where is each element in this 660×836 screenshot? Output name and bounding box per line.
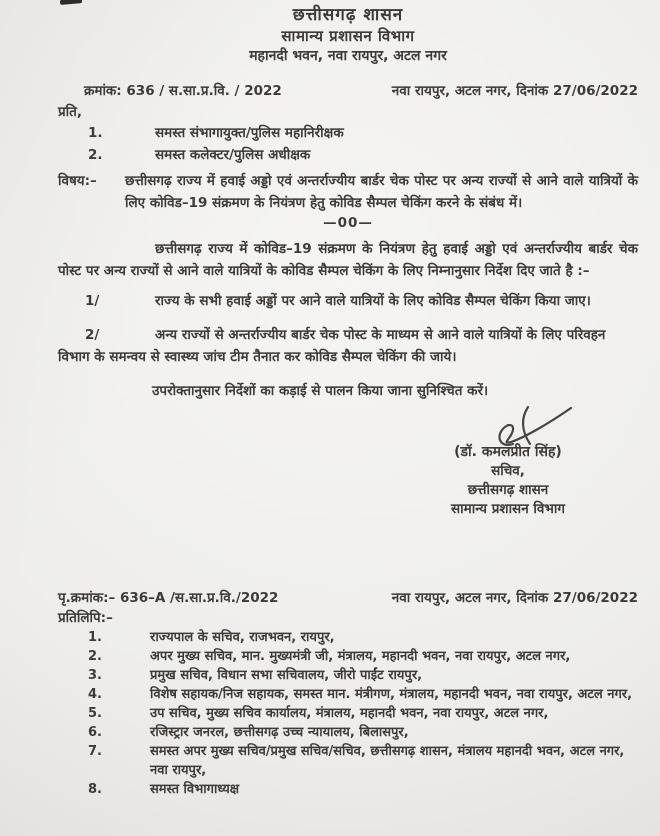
copy-item-text: विशेष सहायक/निज सहायक, समस्त मान. मंत्रीगण, मंत्रालय, महानदी भवन, नवा रायपुर, अटल नगर, [150, 687, 633, 702]
signatory-org-2: सामान्य प्रशासन विभाग [451, 501, 565, 517]
copy-item-number: 2. [88, 649, 102, 664]
copy-item-number: 5. [88, 706, 102, 721]
copy-to-list [58, 628, 638, 799]
directive-point [58, 324, 638, 368]
addressee-number: 1. [88, 125, 103, 141]
copy-item-text: समस्त अपर मुख्य सचिव/प्रमुख सचिव/सचिव, छत्तीसगढ़ शासन, मंत्रालय महानदी भवन, अटल नगर, नवा रायपुर, [150, 744, 625, 778]
copy-to-item [58, 628, 638, 647]
subject-block [58, 170, 638, 214]
copy-to-item [58, 742, 638, 780]
copy-item-number: 7. [88, 744, 102, 759]
reference-row [58, 80, 638, 102]
directive-points [58, 290, 638, 368]
copy-to-label: प्रतिलिपि:– [58, 610, 113, 626]
point-number: 2/ [85, 327, 100, 343]
subject-text: छत्तीसगढ़ राज्य में हवाई अड्डो एवं अन्तर्राज्यीय बार्डर चेक पोस्ट पर अन्य राज्यों से आने वाले यात्रियों के लिए कोविड–19 संक्रमण के नियंत्रण हेतु कोविड सैम्पल चेकिंग करने के संबंध में। [125, 173, 638, 211]
letterhead-govt-name: छत्तीसगढ़ शासन [292, 5, 404, 25]
copy-item-text: समस्त विभागाध्यक्ष [150, 782, 240, 797]
copy-to-item [58, 723, 638, 742]
copy-item-text: रजिस्ट्रार जनरल, छत्तीसगढ़ उच्च न्यायालय, बिलासपुर, [150, 725, 409, 740]
addressee-text: समस्त संभागायुक्त/पुलिस महानिरीक्षक [155, 125, 344, 141]
addressee-number: 2. [88, 147, 103, 163]
endorsement-section [58, 588, 638, 799]
endorsement-reference-row [58, 588, 638, 608]
endorsement-number: पृ.क्रमांक:– 636–A /स.सा.प्र.वि./2022 [58, 590, 279, 606]
copy-to-item [58, 704, 638, 723]
section-divider: —00— [323, 215, 373, 231]
letterhead-department: सामान्य प्रशासन विभाग [281, 27, 415, 45]
reference-number: क्रमांक: 636 / स.सा.प्र.वि. / 2022 [84, 83, 282, 99]
signature-block [388, 404, 628, 519]
copy-to-item [58, 780, 638, 799]
copy-item-text: उप सचिव, मुख्य सचिव कार्यालय, मंत्रालय, महानदी भवन, नवा रायपुर, अटल नगर, [150, 706, 549, 721]
copy-item-number: 8. [88, 782, 102, 797]
point-text: अन्य राज्यों से अन्तर्राज्यीय बार्डर चेक पोस्ट के माध्यम से आने वाले यात्रियों के लिए परिवहन विभाग के समन्वय से स्वास्थ्य जांच टीम तैनात कर कोविड सैम्पल चेकिंग की जाये। [58, 327, 606, 365]
copy-item-number: 1. [88, 630, 102, 645]
copy-item-text: अपर मुख्य सचिव, मान. मुख्यमंत्री जी, मंत्रालय, महानदी भवन, नवा रायपुर, अटल नगर, [150, 649, 571, 664]
endorsement-place-date: नवा रायपुर, अटल नगर, दिनांक 27/06/2022 [391, 590, 638, 606]
signatory-org-1: छत्तीसगढ़ शासन [467, 482, 549, 498]
copy-to-item [58, 666, 638, 685]
addressee-item [58, 122, 638, 144]
place-and-date: नवा रायपुर, अटल नगर, दिनांक 27/06/2022 [391, 83, 638, 99]
closing-instruction: उपरोक्तानुसार निर्देशों का कड़ाई से पालन किया जाना सुनिश्चित करें। [152, 383, 489, 399]
letterhead-address: महानदी भवन, नवा रायपुर, अटल नगर [249, 48, 447, 64]
addressee-list [58, 122, 638, 166]
copy-item-number: 4. [88, 687, 102, 702]
copy-item-text: प्रमुख सचिव, विधान सभा सचिवालय, जीरो पाईंट रायपुर, [150, 668, 423, 683]
copy-item-text: राज्यपाल के सचिव, राजभवन, रायपुर, [150, 630, 335, 645]
copy-to-item [58, 685, 638, 704]
signatory-designation: सचिव, [491, 463, 525, 479]
signatory-name: (डॉ. कमलप्रीत सिंह) [454, 444, 562, 460]
directive-point [58, 290, 638, 312]
copy-item-number: 3. [88, 668, 102, 683]
addressee-item [58, 144, 638, 166]
point-text: राज्य के सभी हवाई अड्डों पर आने वाले यात्रियों के लिए कोविड सैम्पल चेकिंग किया जाए। [155, 293, 591, 309]
addressee-label: प्रति, [58, 104, 83, 120]
subject-label: विषय:– [58, 173, 97, 189]
point-number: 1/ [85, 293, 100, 309]
body-intro-paragraph: छत्तीसगढ़ राज्य में कोविड–19 संक्रमण के नियंत्रण हेतु हवाई अड्डो एवं अन्तर्राज्यीय बार्डर चेक पोस्ट पर अन्य राज्यों से आने वाले यात्रियों के कोविड सैम्पल चेकिंग के लिए निम्नानुसार निर्देश दिए जाते है :– [58, 241, 638, 279]
copy-item-number: 6. [88, 725, 102, 740]
addressee-text: समस्त कलेक्टर/पुलिस अधीक्षक [155, 147, 311, 163]
copy-to-item [58, 647, 638, 666]
